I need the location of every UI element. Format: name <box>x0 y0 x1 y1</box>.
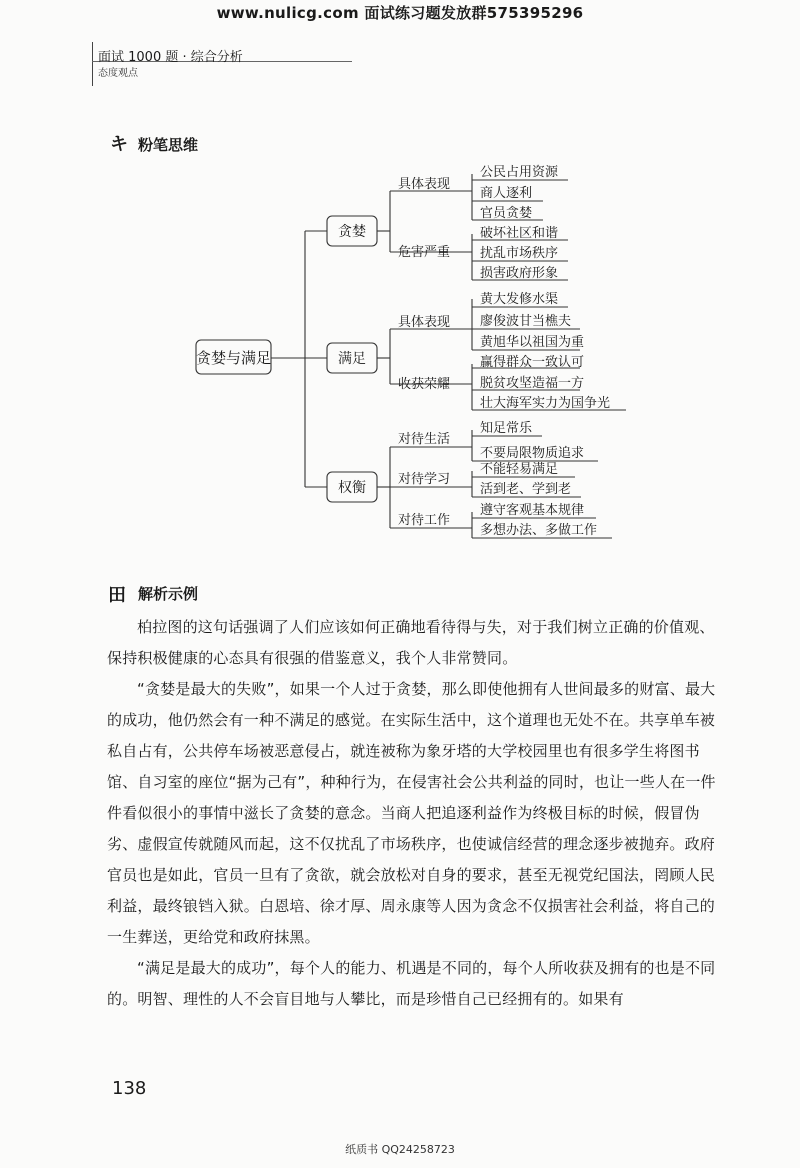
mindmap-leaf-item: 损害政府形象 <box>480 266 559 281</box>
mindmap-leaf-item: 破坏社区和谐 <box>480 226 559 241</box>
mindmap-leaf-item: 不能轻易满足 <box>480 462 559 477</box>
mindmap-leaf-item: 知足常乐 <box>480 421 533 436</box>
mindmap-leaf-item: 遵守客观基本规律 <box>480 503 585 518</box>
mindmap-leaf-item: 公民占用资源 <box>480 165 559 180</box>
section-title-analysis: 解析示例 <box>138 585 199 603</box>
paragraph: 柏拉图的这句话强调了人们应该如何正确地看待得与失，对于我们树立正确的价值观、保持积极健康的心态具有很强的借鉴意义，我个人非常赞同。 <box>107 618 715 667</box>
mindmap-leaf-item: 扰乱市场秩序 <box>480 246 559 261</box>
analysis-body <box>107 612 722 1015</box>
mindmap-leaf-item: 赢得群众一致认可 <box>480 355 585 370</box>
mindmap-leaf-item: 黄大发修水渠 <box>480 292 559 307</box>
mindmap-group-label: 危害严重 <box>398 245 451 260</box>
mindmap-leaf-item: 脱贫攻坚造福一方 <box>480 376 585 391</box>
mindmap-leaf-item: 不要局限物质追求 <box>480 446 585 461</box>
mindmap-branch-node: 满足 <box>338 351 366 367</box>
paragraph: “贪婪是最大的失败”，如果一个人过于贪婪，那么即使他拥有人世间最多的财富、最大的成功，他仍然会有一种不满足的感觉。在实际生活中，这个道理也无处不在。共享单车被私自占有，公共停车场被恶意侵占，就连被称为象牙塔的大学校园里也有很多学生将图书馆、自习室的座位“据为己有”，种种行为，在侵害社会公共利益的同时，也让一些人在一件件看似很小的事情中滋长了贪婪的意念。当商人把追逐利益作为终极目标的时候，假冒伪劣、虚假宣传就随风而起，这不仅扰乱了市场秩序，也使诚信经营的理念逐步被抛弃。政府官员也是如此，官员一旦有了贪欲，就会放松对自身的要求，甚至无视党纪国法，罔顾人民利益，最终锒铛入狱。白恩培、徐才厚、周永康等人因为贪念不仅损害社会利益，将自己的一生葬送，更给党和政府抹黑。 <box>107 680 716 946</box>
mindmap-group-label: 具体表现 <box>398 177 451 192</box>
paragraph: “满足是最大的成功”，每个人的能力、机遇是不同的，每个人所收获及拥有的也是不同的。明智、理性的人不会盲目地与人攀比，而是珍惜自己已经拥有的。如果有 <box>107 959 716 1008</box>
mind-map <box>0 0 800 560</box>
mindmap-branch-node: 权衡 <box>338 480 366 496</box>
mindmap-leaf-item: 多想办法、多做工作 <box>480 523 598 538</box>
mindmap-leaf-item: 活到老、学到老 <box>480 482 572 497</box>
mindmap-leaf-item: 壮大海军实力为国争光 <box>480 396 611 411</box>
mindmap-group-label: 对待工作 <box>398 513 451 528</box>
mindmap-branch-node: 贪婪 <box>338 224 366 240</box>
mindmap-group-label: 对待生活 <box>398 432 451 447</box>
mindmap-group-label: 收获荣耀 <box>398 377 451 392</box>
section-title-mindmap: 粉笔思维 <box>138 136 199 154</box>
chapter-subtitle: 态度观点 <box>98 68 138 79</box>
mindmap-leaf-item: 官员贪婪 <box>480 206 533 221</box>
book-title: 面试 1000 题 · 综合分析 <box>98 50 243 65</box>
mindmap-group-label: 具体表现 <box>398 315 451 330</box>
mindmap-group-label: 对待学习 <box>398 472 451 487</box>
mindmap-leaf-item: 商人逐利 <box>480 186 533 201</box>
mindmap-leaf-item: 廖俊波甘当樵夫 <box>480 314 572 329</box>
analysis-example-icon: 田 <box>108 585 126 606</box>
page-number: 138 <box>112 1078 147 1099</box>
watermark-banner: www.nulicg.com 面试练习题发放群575395296 <box>216 4 584 22</box>
mindmap-leaf-item: 黄旭华以祖国为重 <box>480 335 585 350</box>
mindmap-root: 贪婪与满足 <box>195 349 272 367</box>
footer-note: 纸质书 QQ24258723 <box>345 1143 455 1156</box>
chalk-thinking-icon: キ <box>110 134 128 155</box>
